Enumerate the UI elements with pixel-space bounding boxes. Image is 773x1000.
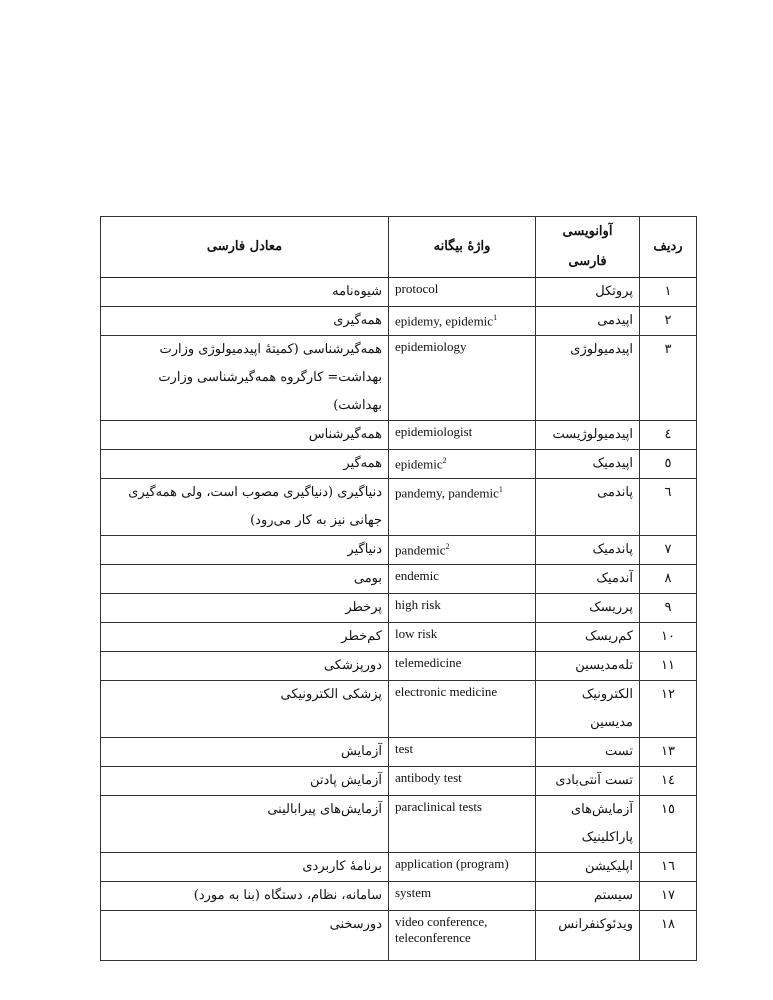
foreign-term: system [395,885,432,900]
cell-equivalent: همه‌گیرشناسی (کمیتهٔ اپیدمیولوژی وزارت بهداشت= کارگروه همه‌گیرشناسی وزارت بهداشت) [101,336,389,421]
foreign-term: test [395,741,414,756]
table-row [101,536,697,565]
cell-row-number: ۹ [640,594,697,623]
cell-foreign [389,853,536,882]
cell-row-number: ۱۳ [640,738,697,767]
cell-row-number: ١٥ [640,796,697,853]
cell-transliteration: سیستم [536,882,640,911]
header-row [101,217,697,278]
table-row [101,336,697,421]
footnote-marker: 1 [493,313,498,322]
table-row [101,450,697,479]
cell-transliteration: آزمایش‌های پاراکلینیک [536,796,640,853]
cell-transliteration: اپیدمی [536,307,640,336]
foreign-term: high risk [395,597,441,612]
table-row [101,278,697,307]
cell-row-number: ۱۲ [640,681,697,738]
cell-transliteration: اپیدمیولوژیست [536,421,640,450]
cell-foreign [389,738,536,767]
footnote-marker: 2 [445,542,450,551]
cell-foreign [389,652,536,681]
foreign-term: pandemy, pandemic [395,485,499,501]
cell-equivalent: دورسخنی [101,911,389,961]
cell-transliteration: اپلیکیشن [536,853,640,882]
cell-foreign [389,767,536,796]
cell-transliteration: اپیدمیک [536,450,640,479]
cell-foreign [389,623,536,652]
cell-foreign [389,450,536,479]
cell-foreign [389,278,536,307]
cell-row-number: ۱۷ [640,882,697,911]
cell-foreign [389,565,536,594]
cell-transliteration: اپیدمیولوژی [536,336,640,421]
foreign-term: pandemic [395,542,446,558]
cell-equivalent: همه‌گیر [101,450,389,479]
foreign-term: epidemiology [395,339,467,354]
cell-equivalent: دنیاگیری (دنیاگیری مصوب است، ولی همه‌گیری جهانی نیز به کار می‌رود) [101,479,389,536]
foreign-term: epidemy, epidemic [395,313,494,329]
table-row [101,738,697,767]
cell-row-number: ١٦ [640,853,697,882]
cell-row-number: ۱ [640,278,697,307]
cell-foreign [389,594,536,623]
foreign-term: paraclinical tests [395,799,482,814]
cell-transliteration: الکترونیک مدیسین [536,681,640,738]
footnote-marker: 1 [498,485,503,494]
cell-equivalent: کم‌خطر [101,623,389,652]
cell-equivalent: دنیاگیر [101,536,389,565]
cell-equivalent: بومی [101,565,389,594]
table-row [101,623,697,652]
table-row [101,479,697,536]
foreign-term: low risk [395,626,438,641]
table-row [101,767,697,796]
header-transliteration: آوانویسی فارسی [536,217,640,278]
cell-equivalent: دورپزشکی [101,652,389,681]
footnote-marker: 2 [442,456,447,465]
cell-equivalent: آزمایش‌های پیرابالینی [101,796,389,853]
cell-equivalent: همه‌گیری [101,307,389,336]
cell-row-number: ٥ [640,450,697,479]
cell-row-number: ۲ [640,307,697,336]
cell-foreign [389,911,536,961]
cell-transliteration: آندمیک [536,565,640,594]
cell-row-number: ٤ [640,421,697,450]
header-foreign: واژهٔ بیگانه [389,217,536,278]
foreign-term: telemedicine [395,655,462,670]
foreign-term: video conference, teleconference [395,914,488,945]
cell-foreign [389,796,536,853]
cell-foreign [389,882,536,911]
table-row [101,594,697,623]
cell-equivalent: آزمایش پادتن [101,767,389,796]
cell-transliteration: تست [536,738,640,767]
cell-transliteration: پروتکل [536,278,640,307]
cell-foreign [389,307,536,336]
cell-equivalent: شیوه‌نامه [101,278,389,307]
foreign-term: endemic [395,568,440,583]
table-row [101,853,697,882]
cell-transliteration: تست آنتی‌بادی [536,767,640,796]
cell-foreign [389,681,536,738]
cell-row-number: ۸ [640,565,697,594]
foreign-term: antibody test [395,770,462,785]
table-row [101,796,697,853]
cell-foreign [389,336,536,421]
cell-row-number: ۷ [640,536,697,565]
cell-foreign [389,421,536,450]
cell-transliteration: پرریسک [536,594,640,623]
cell-transliteration: کم‌ریسک [536,623,640,652]
cell-transliteration: ویدئوکنفرانس [536,911,640,961]
cell-row-number: ۳ [640,336,697,421]
cell-transliteration: تله‌مدیسین [536,652,640,681]
foreign-term: electronic medicine [395,684,498,699]
table-row [101,307,697,336]
foreign-term: application (program) [395,856,509,871]
table-row [101,911,697,961]
header-row-number: ردیف [640,217,697,278]
cell-equivalent: همه‌گیرشناس [101,421,389,450]
table-row [101,565,697,594]
foreign-term: epidemiologist [395,424,473,439]
cell-row-number: ٦ [640,479,697,536]
cell-transliteration: پاندمیک [536,536,640,565]
cell-row-number: ۱۸ [640,911,697,961]
table-row [101,652,697,681]
foreign-term: epidemic [395,456,443,472]
cell-transliteration: پاندمی [536,479,640,536]
table-row [101,681,697,738]
glossary-table [100,216,697,961]
cell-foreign [389,536,536,565]
cell-equivalent: پرخطر [101,594,389,623]
cell-row-number: ۱۱ [640,652,697,681]
foreign-term: protocol [395,281,439,296]
table-row [101,882,697,911]
cell-foreign [389,479,536,536]
table-row [101,421,697,450]
cell-equivalent: آزمایش [101,738,389,767]
cell-equivalent: سامانه، نظام، دستگاه (بنا به مورد) [101,882,389,911]
cell-equivalent: برنامهٔ کاربردی [101,853,389,882]
cell-row-number: ١٤ [640,767,697,796]
header-equivalent: معادل فارسی [101,217,389,278]
cell-row-number: ۱۰ [640,623,697,652]
cell-equivalent: پزشکی الکترونیکی [101,681,389,738]
